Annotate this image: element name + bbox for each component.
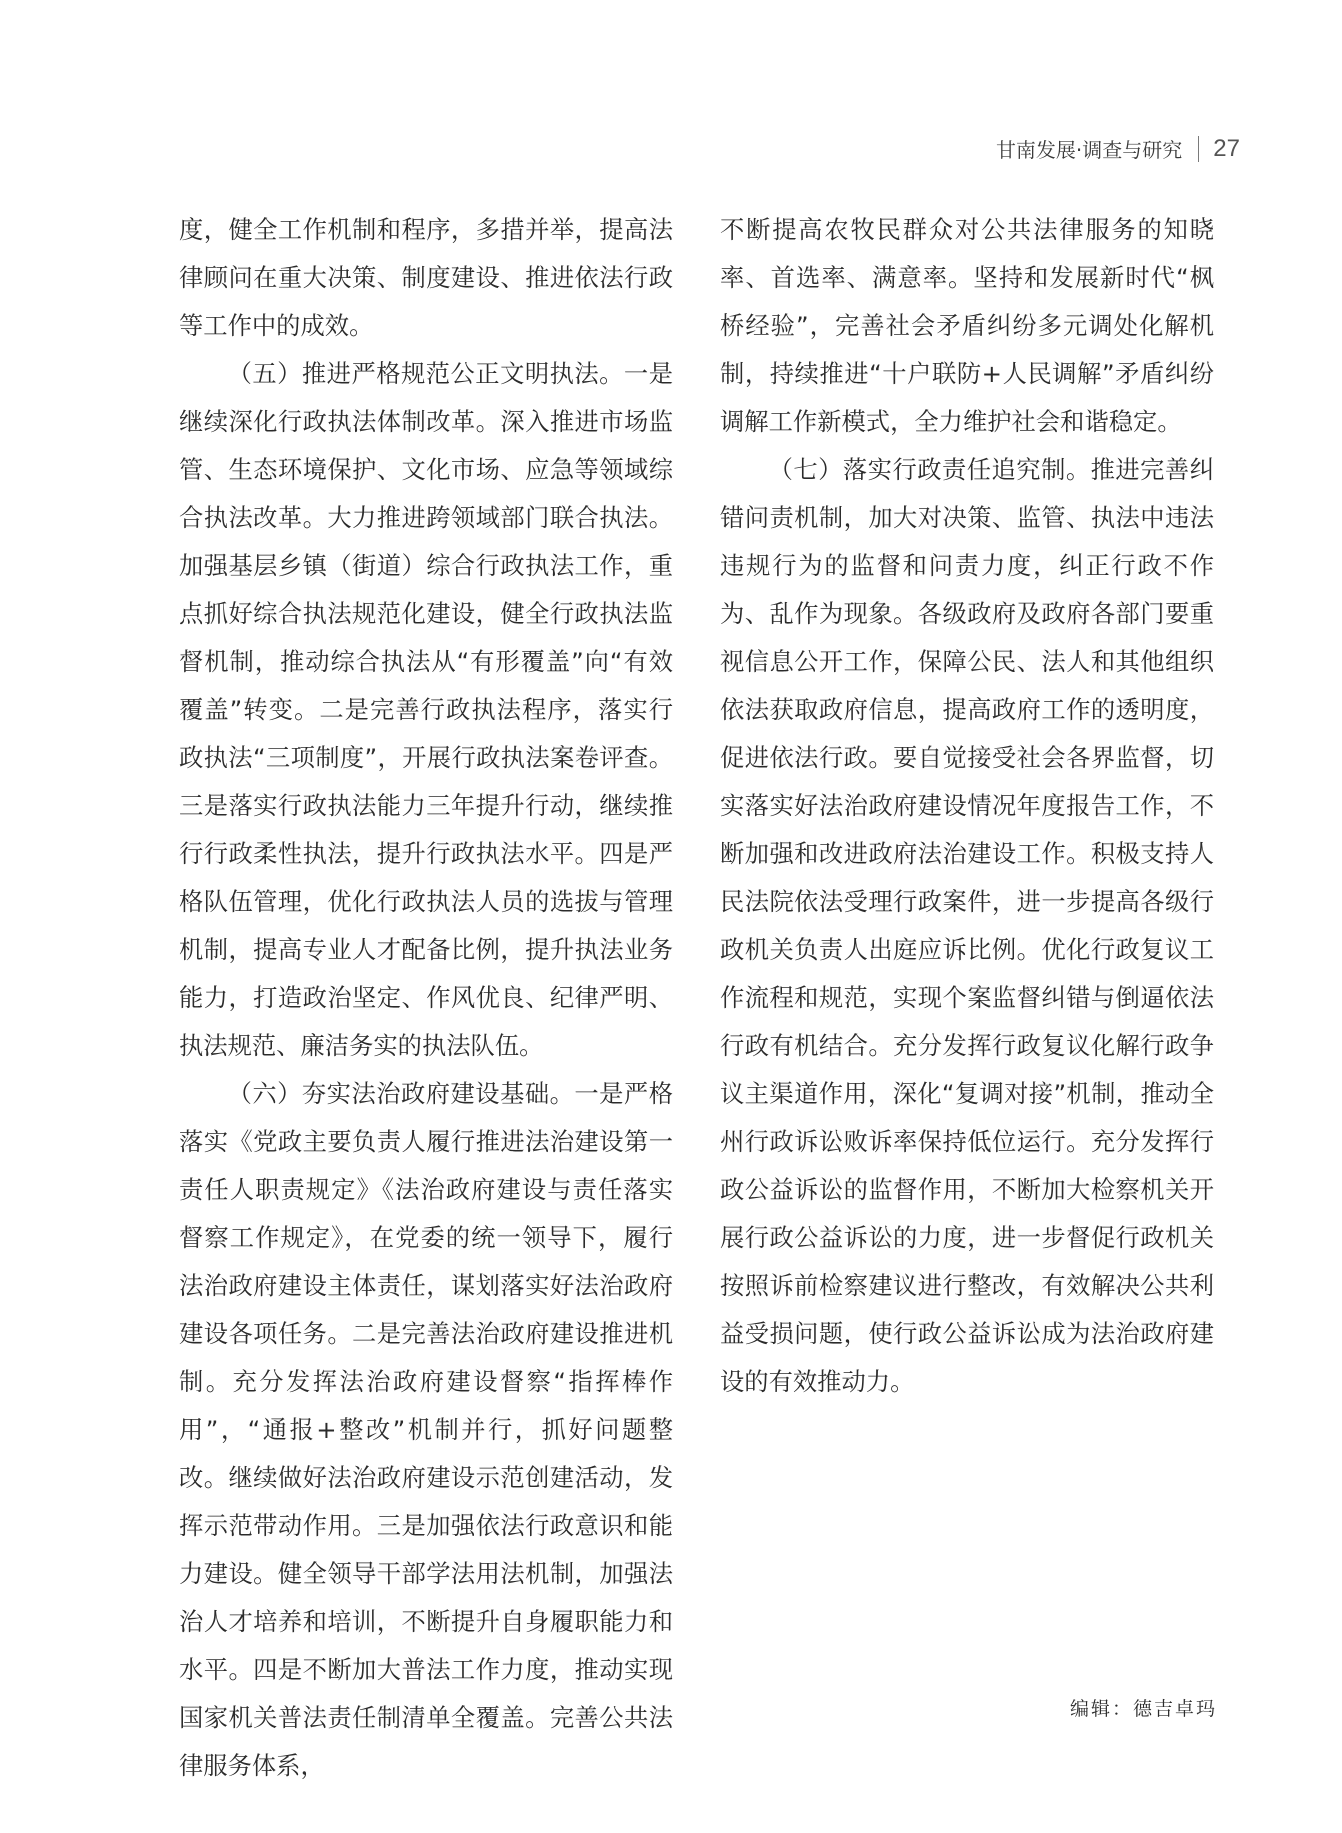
paragraph: （六）夯实法治政府建设基础。一是严格落实《党政主要负责人履行推进法治建设第一责任人职责规定》《法治政府建设与责任落实督察工作规定》，在党委的统一领导下，履行法治政府建设主体责任，谋划落实好法治政府建设各项任务。二是完善法治政府建设推进机制。充分发挥法治政府建设督察“指挥棒作用”，“通报+整改”机制并行，抓好问题整改。继续做好法治政府建设示范创建活动，发挥示范带动作用。三是加强依法行政意识和能力建设。健全领导干部学法用法机制，加强法治人才培养和培训，不断提升自身履职能力和水平。四是不断加大普法工作力度，推动实现国家机关普法责任制清单全覆盖。完善公共法律服务体系， [179,1079,673,1780]
left-column [179,206,673,1790]
paragraph: 不断提高农牧民群众对公共法律服务的知晓率、首选率、满意率。坚持和发展新时代“枫桥经验”，完善社会矛盾纠纷多元调处化解机制，持续推进“十户联防+人民调解”矛盾纠纷调解工作新模式，全力维护社会和谐稳定。 [720,215,1214,436]
header-divider [1198,136,1199,162]
right-column [720,206,1214,1406]
paragraph: 度，健全工作机制和程序，多措并举，提高法律顾问在重大决策、制度建设、推进依法行政等工作中的成效。 [179,215,673,340]
paragraph: （五）推进严格规范公正文明执法。一是继续深化行政执法体制改革。深入推进市场监管、生态环境保护、文化市场、应急等领域综合执法改革。大力推进跨领域部门联合执法。加强基层乡镇（街道）综合行政执法工作，重点抓好综合执法规范化建设，健全行政执法监督机制，推动综合执法从“有形覆盖”向“有效覆盖”转变。二是完善行政执法程序，落实行政执法“三项制度”，开展行政执法案卷评查。三是落实行政执法能力三年提升行动，继续推行行政柔性执法，提升行政执法水平。四是严格队伍管理，优化行政执法人员的选拔与管理机制，提高专业人才配备比例，提升执法业务能力，打造政治坚定、作风优良、纪律严明、执法规范、廉洁务实的执法队伍。 [179,359,673,1060]
running-header [996,134,1240,163]
page-number: 27 [1213,134,1240,162]
paragraph: （七）落实行政责任追究制。推进完善纠错问责机制，加大对决策、监管、执法中违法违规行为的监督和问责力度，纠正行政不作为、乱作为现象。各级政府及政府各部门要重视信息公开工作，保障公民、法人和其他组织依法获取政府信息，提高政府工作的透明度，促进依法行政。要自觉接受社会各界监督，切实落实好法治政府建设情况年度报告工作，不断加强和改进政府法治建设工作。积极支持人民法院依法受理行政案件，进一步提高各级行政机关负责人出庭应诉比例。优化行政复议工作流程和规范，实现个案监督纠错与倒逼依法行政有机结合。充分发挥行政复议化解行政争议主渠道作用，深化“复调对接”机制，推动全州行政诉讼败诉率保持低位运行。充分发挥行政公益诉讼的监督作用，不断加大检察机关开展行政公益诉讼的力度，进一步督促行政机关按照诉前检察建议进行整改，有效解决公共利益受损问题，使行政公益诉讼成为法治政府建设的有效推动力。 [720,455,1214,1396]
editor-credit: 编辑：德吉卓玛 [1069,1698,1217,1720]
header-title: 甘南发展·调查与研究 [995,138,1183,162]
